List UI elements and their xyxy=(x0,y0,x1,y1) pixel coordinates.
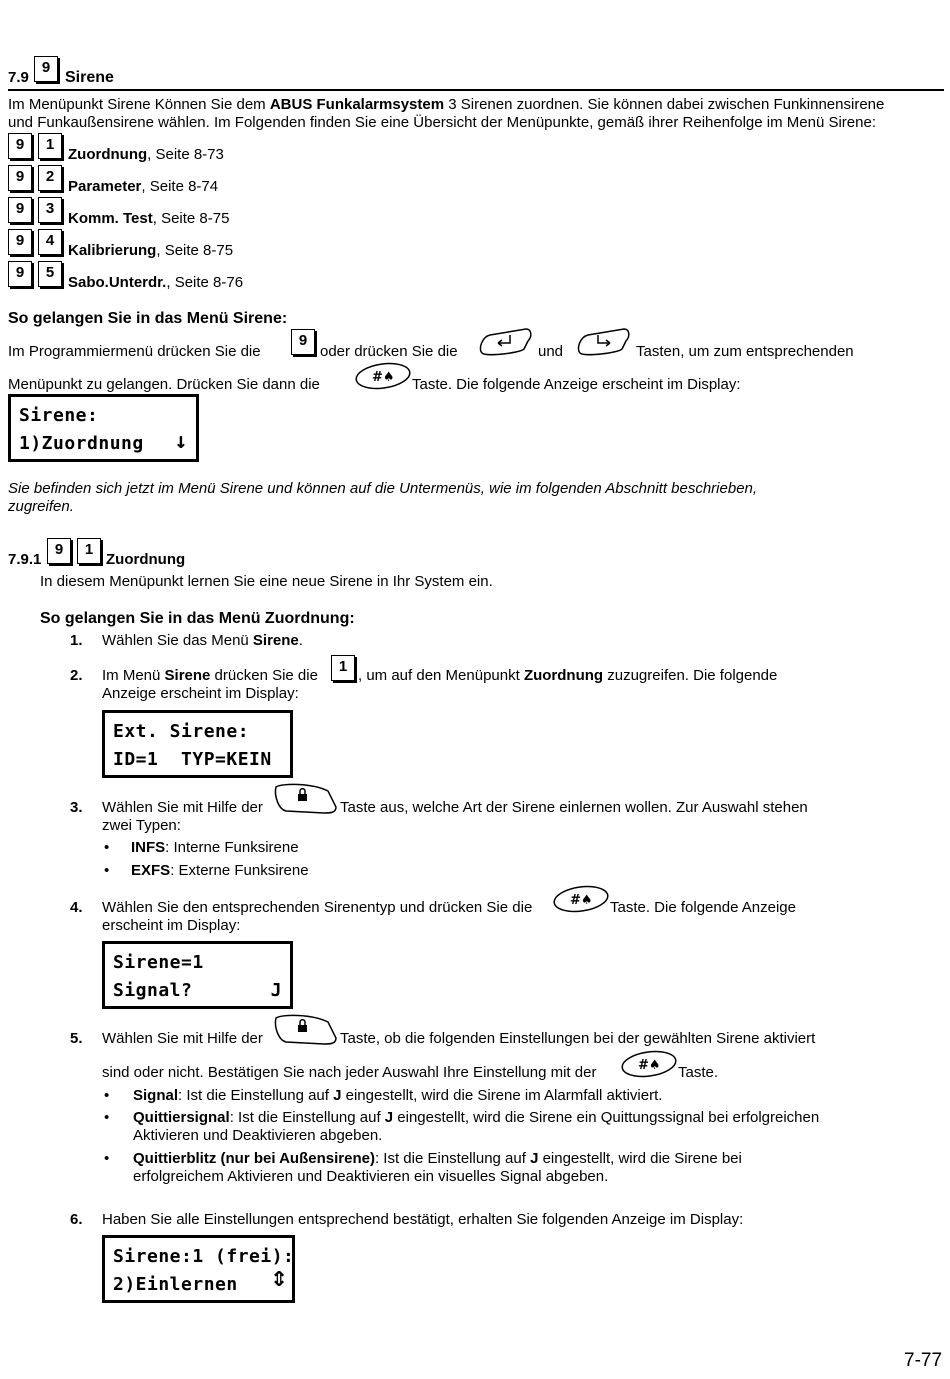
step-number: 2. xyxy=(70,667,83,684)
access-line-2b: Taste. Die folgende Anzeige erscheint im Display: xyxy=(412,376,741,393)
key: 3 xyxy=(38,197,62,223)
lcd-line-2: 2)Einlernen xyxy=(113,1274,238,1295)
svg-text:#♠: #♠ xyxy=(570,893,593,908)
key: 9 xyxy=(8,197,32,223)
page-number: 7-77 xyxy=(904,1350,943,1371)
access-line-1d: Tasten, um zum entsprechenden xyxy=(636,343,854,360)
hash-enter-button-icon xyxy=(552,884,610,914)
step-2-text-b: , um auf den Menüpunkt Zuordnung zuzugreifen. Die folgende xyxy=(358,667,778,684)
lcd-line-2: Signal? xyxy=(113,980,193,1001)
svg-text:#♠: #♠ xyxy=(638,1058,661,1073)
bullet-icon: • xyxy=(104,839,110,856)
intro-line-2: und Funkaußensirene wählen. Im Folgenden finden Sie eine Übersicht der Menüpunkte, gemäß ihrer Reihenfolge im Menü Sirene: xyxy=(8,114,876,131)
step-2-text-c: Anzeige erscheint im Display: xyxy=(102,685,299,702)
key-1: 1 xyxy=(331,655,355,681)
arrow-left-button-icon xyxy=(476,327,534,357)
italic-note-2: zugreifen. xyxy=(8,498,74,515)
access-line-1b: oder drücken Sie die xyxy=(320,343,458,360)
up-down-arrow-icon: ⇕ xyxy=(270,1260,288,1293)
key: 1 xyxy=(38,133,62,159)
down-arrow-icon: ↓ xyxy=(174,429,188,454)
access-heading: So gelangen Sie in das Menü Sirene: xyxy=(8,310,288,327)
menu-item-label: Parameter, Seite 8-74 xyxy=(68,178,219,195)
lock-button-icon xyxy=(272,781,338,815)
arrow-right-button-icon xyxy=(574,327,632,357)
subsection-number: 7.9.1 xyxy=(8,551,42,568)
bullet-item: Quittierblitz (nur bei Außensirene): Ist die Einstellung auf J eingestellt, wird die Sirene bei xyxy=(133,1150,742,1167)
lcd-line-1: Ext. Sirene: xyxy=(113,721,250,742)
section-rule xyxy=(8,89,944,91)
section-number: 7.9 xyxy=(8,69,29,86)
step-6-text: Haben Sie alle Einstellungen entsprechend bestätigt, erhalten Sie folgenden Anzeige im Display: xyxy=(102,1211,744,1228)
key-9: 9 xyxy=(291,329,315,355)
lcd-display-ext-sirene xyxy=(102,710,293,778)
bullet-item: Signal: Ist die Einstellung auf J eingestellt, wird die Sirene im Alarmfall aktiviert. xyxy=(133,1087,663,1104)
key: 4 xyxy=(38,229,62,255)
access-line-1c: und xyxy=(538,343,564,360)
step-number: 5. xyxy=(70,1030,83,1047)
subsection-intro: In diesem Menüpunkt lernen Sie eine neue Sirene in Ihr System ein. xyxy=(40,573,493,590)
bullet-item-cont: Aktivieren und Deaktivieren abgeben. xyxy=(133,1127,383,1144)
key-1: 1 xyxy=(77,538,101,564)
lcd-display-sirene xyxy=(8,394,199,462)
step-4-text-c: erscheint im Display: xyxy=(102,917,241,934)
key-9: 9 xyxy=(47,538,71,564)
step-5-text-a: Wählen Sie mit Hilfe der xyxy=(102,1030,263,1047)
bullet-item: Quittiersignal: Ist die Einstellung auf J eingestellt, wird die Sirene ein Quittungssignal bei erfolgreichen xyxy=(133,1109,820,1126)
bullet-icon: • xyxy=(104,1109,110,1126)
hash-enter-button-icon xyxy=(354,361,412,391)
access-line-1a: Im Programmiermenü drücken Sie die xyxy=(8,343,261,360)
section-title: Sirene xyxy=(65,69,114,86)
step-number: 4. xyxy=(70,899,83,916)
bullet-icon: • xyxy=(104,1087,110,1104)
lcd-line-1: Sirene=1 xyxy=(113,952,204,973)
menu-item-label: Kalibrierung, Seite 8-75 xyxy=(68,242,234,259)
lcd-line-2: 1)Zuordnung xyxy=(19,433,144,454)
lcd-display-einlernen xyxy=(102,1235,295,1303)
access-line-2a: Menüpunkt zu gelangen. Drücken Sie dann die xyxy=(8,376,320,393)
subsection-heading: So gelangen Sie in das Menü Zuordnung: xyxy=(40,610,355,627)
step-5-text-c: sind oder nicht. Bestätigen Sie nach jeder Auswahl Ihre Einstellung mit der xyxy=(102,1064,597,1081)
subsection-title: Zuordnung xyxy=(106,551,186,568)
italic-note-1: Sie befinden sich jetzt im Menü Sirene und können auf die Untermenüs, wie im folgenden Abschnitt beschrieben, xyxy=(8,480,758,497)
bullet-item-cont: erfolgreichem Aktivieren und Deaktivieren ein visuelles Signal abgeben. xyxy=(133,1168,609,1185)
svg-text:#♠: #♠ xyxy=(372,370,395,385)
step-3-text-b: Taste aus, welche Art der Sirene einlernen wollen. Zur Auswahl stehen xyxy=(340,799,808,816)
step-1-text: Wählen Sie das Menü Sirene. xyxy=(102,632,303,649)
key: 9 xyxy=(8,133,32,159)
lcd-line-1: Sirene: xyxy=(19,405,99,426)
intro-line-1: Im Menüpunkt Sirene Können Sie dem ABUS Funkalarmsystem 3 Sirenen zuordnen. Sie können dabei zwischen Funkinnensirene xyxy=(8,96,885,113)
key: 5 xyxy=(38,261,62,287)
step-5-text-b: Taste, ob die folgenden Einstellungen bei der gewählten Sirene aktiviert xyxy=(340,1030,816,1047)
menu-item-label: Sabo.Unterdr., Seite 8-76 xyxy=(68,274,244,291)
step-2-text-a: Im Menü Sirene drücken Sie die xyxy=(102,667,318,684)
step-4-text-a: Wählen Sie den entsprechenden Sirenentyp und drücken Sie die xyxy=(102,899,533,916)
bullet-item: INFS: Interne Funksirene xyxy=(131,839,299,856)
step-number: 1. xyxy=(70,632,83,649)
step-number: 3. xyxy=(70,799,83,816)
step-3-text-a: Wählen Sie mit Hilfe der xyxy=(102,799,263,816)
hash-enter-button-icon xyxy=(620,1049,678,1079)
key: 9 xyxy=(8,261,32,287)
key: 2 xyxy=(38,165,62,191)
key-9: 9 xyxy=(34,56,58,82)
bullet-icon: • xyxy=(104,1150,110,1167)
key: 9 xyxy=(8,165,32,191)
lcd-line-2: ID=1 TYP=KEIN xyxy=(113,749,272,770)
step-4-text-b: Taste. Die folgende Anzeige xyxy=(610,899,796,916)
step-3-text-c: zwei Typen: xyxy=(102,817,181,834)
menu-item-label: Zuordnung, Seite 8-73 xyxy=(68,146,224,163)
key: 9 xyxy=(8,229,32,255)
lock-button-icon xyxy=(272,1012,338,1046)
step-number: 6. xyxy=(70,1211,83,1228)
step-5-text-d: Taste. xyxy=(678,1064,719,1081)
menu-item-label: Komm. Test, Seite 8-75 xyxy=(68,210,230,227)
lcd-line-1: Sirene:1 (frei): xyxy=(113,1246,295,1267)
lcd-display-signal xyxy=(102,941,293,1009)
lcd-value: J xyxy=(270,980,282,1001)
bullet-item: EXFS: Externe Funksirene xyxy=(131,862,309,879)
bullet-icon: • xyxy=(104,862,110,879)
